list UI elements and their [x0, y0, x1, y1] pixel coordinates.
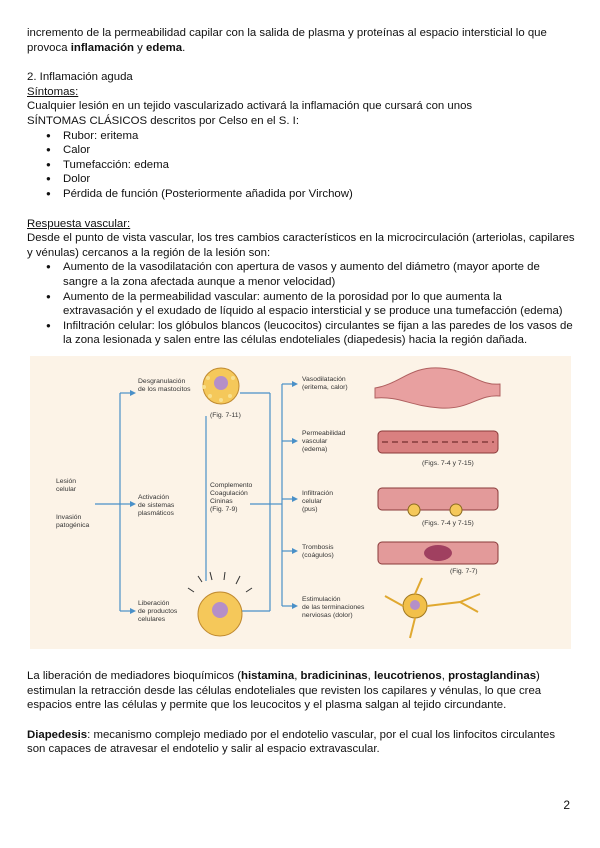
bold-inflamacion: inflamación — [70, 41, 134, 54]
document-body — [27, 26, 575, 348]
sintomas-text: Cualquier lesión en un tejido vascularizado activará la inflamación que cursará con unos SÍNTOMAS CLÁSICOS descritos por Celso en el S. I: — [27, 100, 473, 127]
label-liberacion: Liberación de productos celulares — [138, 600, 178, 623]
label-estimulacion: Estimulación de las terminaciones nerviosas (dolor) — [302, 596, 365, 619]
intro-line1: incremento de la permeabilidad capilar con la salida de plasma y proteínas al espacio intersticial lo que — [27, 27, 547, 39]
list-item: ● Aumento de la permeabilidad vascular: aumento de la porosidad por lo que aumenta la extravasación y el exudado de líquido al espacio intersticial y se produce una tumefacción (edema) — [27, 290, 575, 319]
label-vasodilatacion: Vasodilatación (eritema, calor) — [302, 376, 348, 391]
sintomas-heading: Síntomas: — [27, 85, 79, 98]
label-trombosis: Trombosis (coágulos) — [302, 544, 334, 559]
respuesta-list — [27, 260, 575, 348]
label-fig-7-11: (Fig. 7-11) — [210, 412, 241, 419]
label-infiltracion: Infiltración celular (pus) — [302, 490, 333, 513]
diapedesis-paragraph: Diapedesis: mecanismo complejo mediado por el endotelio vascular, por el cual los linfocitos circulantes son capaces de atravesar el endotelio y salir al espacio extravascular. — [27, 728, 556, 756]
list-item: ● Infiltración celular: los glóbulos blancos (leucocitos) circulantes se fijan a las paredes de los vasos de la zona lesionada y salen entre las células endoteliales (diapedesis) hacia la región dañada. — [27, 319, 575, 348]
list-item: ● Pérdida de función (Posteriormente añadida por Virchow) — [27, 187, 575, 202]
list-item: ● Calor — [27, 143, 575, 158]
intro-line2: provoca inflamación y edema. — [27, 41, 186, 54]
label-permeabilidad: Permeabilidad vascular (edema) — [302, 430, 346, 453]
label-activacion: Activación de sistemas plasmáticos — [138, 494, 175, 517]
list-item: ● Dolor — [27, 172, 575, 187]
list-item: ● Tumefacción: edema — [27, 158, 575, 173]
mediators-paragraph: La liberación de mediadores bioquímicos (histamina, bradicininas, leucotrienos, prostaglandinas) estimulan la retracción desde las células endoteliales que revisten los capilares y vénulas, lo que crea espacios entre las células y permite que los leucocitos y el plasma salgan al tejido circundante. — [27, 670, 542, 712]
label-figs-7-4-7-15-a: (Figs. 7-4 y 7-15) — [422, 460, 474, 467]
label-figs-7-4-7-15-b: (Figs. 7-4 y 7-15) — [422, 520, 474, 527]
diagram-graphics — [30, 356, 571, 649]
sintomas-list — [27, 129, 575, 202]
list-item: ● Aumento de la vasodilatación con apertura de vasos y aumento del diámetro (mayor aporte de sangre a la zona afectada aunque a menor velocidad) — [27, 260, 575, 289]
label-invasion-patogenica: Invasión patogénica — [56, 514, 90, 529]
bold-edema: edema — [146, 41, 183, 54]
label-lesion-celular: Lesión celular — [56, 478, 77, 493]
label-desgranulacion: Desgranulación de los mastocitos — [138, 378, 191, 393]
section-title: 2. Inflamación aguda — [27, 71, 133, 84]
page-number: 2 — [563, 798, 570, 812]
label-fig-7-7: (Fig. 7-7) — [450, 568, 478, 575]
respuesta-text: Desde el punto de vista vascular, los tres cambios característicos en la microcirculación (arteriolas, capilares y vénulas) cercanos a la región de la lesión son: — [27, 232, 575, 259]
respuesta-heading: Respuesta vascular: — [27, 217, 131, 230]
document-body-continued — [27, 669, 575, 757]
list-item: ● Rubor: eritema — [27, 129, 575, 144]
label-sistemas: Complemento Coagulación Cininas (Fig. 7-9) — [210, 482, 253, 513]
inflammation-diagram — [30, 356, 571, 649]
